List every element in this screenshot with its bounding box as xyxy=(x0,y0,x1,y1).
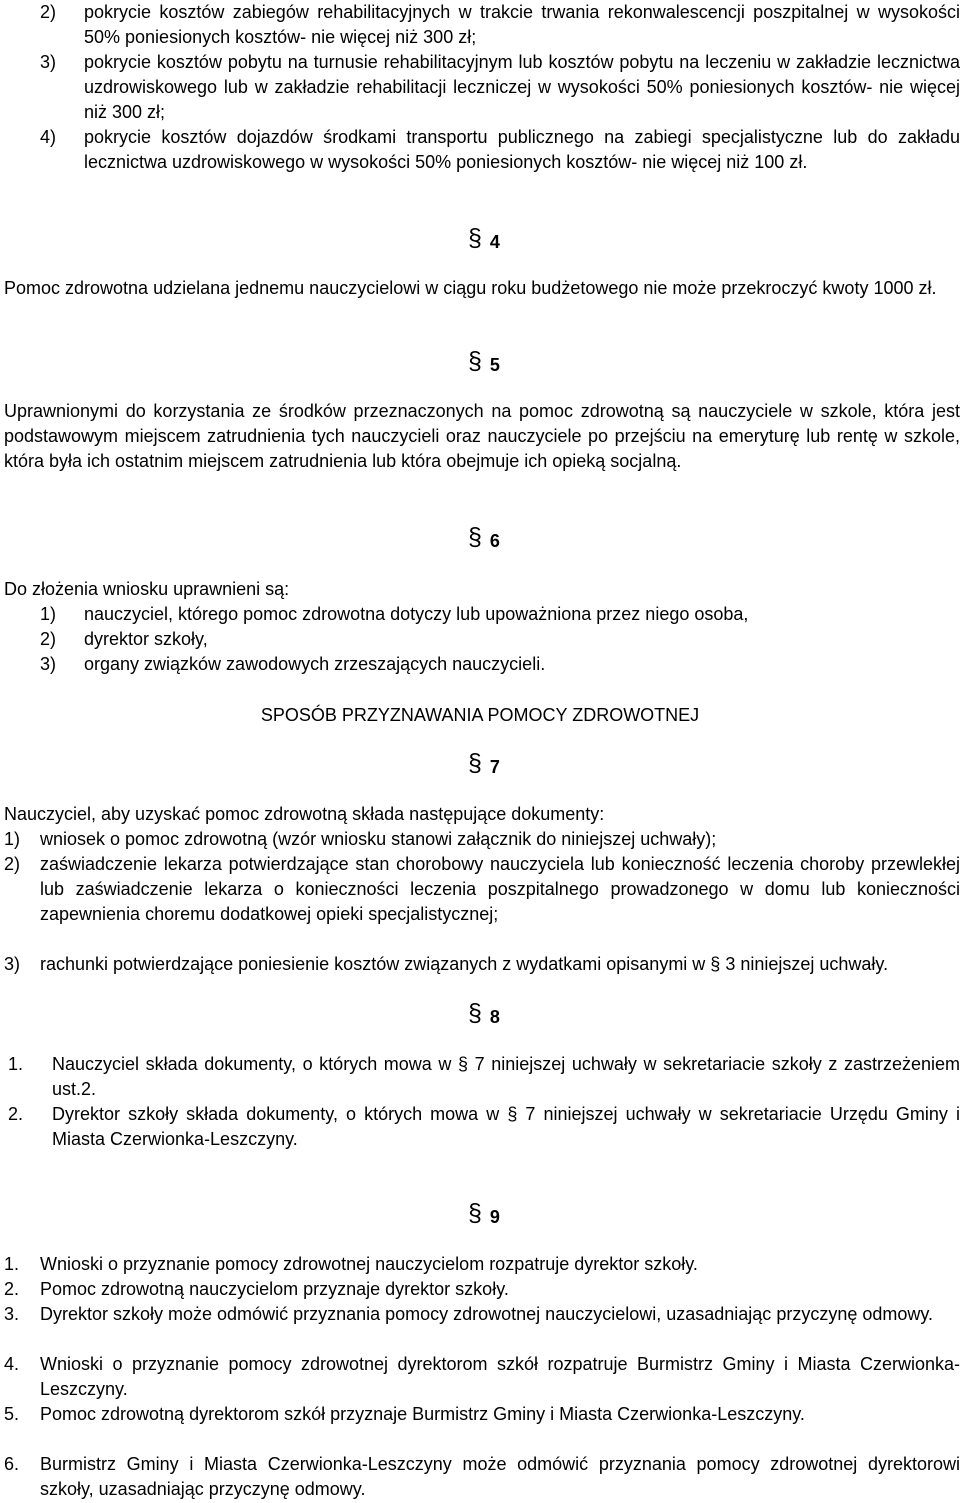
item-text: Dyrektor szkoły składa dokumenty, o których mowa w § 7 niniejszej uchwały w sekretariacie Urzędu Gminy i Miasta Czerwionka-Leszczyny. xyxy=(52,1104,960,1149)
section-heading-7 xyxy=(468,751,500,780)
item-number: 1) xyxy=(4,829,21,849)
list-item xyxy=(4,1252,960,1277)
list-item xyxy=(8,1052,960,1102)
list-item xyxy=(4,1277,960,1302)
section-heading-4 xyxy=(468,226,500,255)
list-item xyxy=(40,627,960,652)
section-number: 7 xyxy=(489,757,500,777)
item-number: 6. xyxy=(4,1454,20,1474)
section-number: 6 xyxy=(489,531,500,551)
section-symbol: § xyxy=(468,999,482,1027)
section-symbol: § xyxy=(468,523,482,551)
item-text: Dyrektor szkoły może odmówić przyznania pomocy zdrowotnej nauczycielowi, uzasadniając przyczynę odmowy. xyxy=(40,1304,934,1324)
list-item xyxy=(4,1352,960,1402)
item-number: 2) xyxy=(40,629,57,649)
item-number: 4. xyxy=(4,1354,20,1374)
item-text: Burmistrz Gminy i Miasta Czerwionka-Leszczyny może odmówić przyznania pomocy zdrowotnej dyrektorowi szkoły, uzasadniając przyczynę odmowy. xyxy=(40,1454,960,1499)
section-heading-6 xyxy=(468,525,500,554)
item-text: nauczyciel, którego pomoc zdrowotna dotyczy lub upoważniona przez niego osoba, xyxy=(84,604,749,624)
section-symbol: § xyxy=(468,1199,482,1227)
item-number: 3) xyxy=(40,52,57,72)
item-text: Pomoc zdrowotną dyrektorom szkół przyznaje Burmistrz Gminy i Miasta Czerwionka-Leszczyny. xyxy=(40,1404,805,1424)
item-text: pokrycie kosztów pobytu na turnusie rehabilitacyjnym lub kosztów pobytu na leczeniu w zakładzie lecznictwa uzdrowiskowego lub w zakładzie rehabilitacji leczniczej w wysokości 50% poniesionych kosztów- nie więcej niż 300 zł; xyxy=(84,52,960,122)
section-7-intro: Nauczyciel, aby uzyskać pomoc zdrowotną składa następujące dokumenty: xyxy=(4,804,605,824)
item-number: 2) xyxy=(4,854,21,874)
section-5-text: Uprawnionymi do korzystania ze środków przeznaczonych na pomoc zdrowotną są nauczyciele w szkole, która jest podstawowym miejscem zatrudnienia tych nauczycieli oraz nauczyciele po przejściu na emeryturę lub rentę w szkole, która była ich ostatnim miejscem zatrudnienia lub która obejmuje ich opieką socjalną. xyxy=(4,401,960,471)
section-4-text: Pomoc zdrowotna udzielana jednemu nauczycielowi w ciągu roku budżetowego nie może przekroczyć kwoty 1000 zł. xyxy=(4,278,937,298)
list-item xyxy=(4,1402,960,1427)
item-number: 3) xyxy=(4,954,21,974)
item-number: 3. xyxy=(4,1304,20,1324)
section-symbol: § xyxy=(468,347,482,375)
list-item xyxy=(40,602,960,627)
item-text: zaświadczenie lekarza potwierdzające stan chorobowy nauczyciela lub konieczność leczenia choroby przewlekłej lub zaświadczenie lekarza o konieczności leczenia poszpitalnego prowadzonego w domu lub konieczności zapewnienia choremu dodatkowej opieki specjalistycznej; xyxy=(40,854,960,924)
section-symbol: § xyxy=(468,224,482,252)
list-item xyxy=(40,50,960,125)
item-text: pokrycie kosztów dojazdów środkami transportu publicznego na zabiegi specjalistyczne lub do zakładu lecznictwa uzdrowiskowego w wysokości 50% poniesionych kosztów- nie więcej niż 100 zł. xyxy=(84,127,960,172)
list-item xyxy=(4,1302,960,1327)
list-item xyxy=(4,1452,960,1502)
chapter-heading xyxy=(0,703,960,728)
list-item xyxy=(40,0,960,50)
item-number: 2. xyxy=(8,1104,24,1124)
section-number: 8 xyxy=(489,1007,500,1027)
item-number: 3) xyxy=(40,654,57,674)
list-item xyxy=(4,852,960,927)
item-text: Wnioski o przyznanie pomocy zdrowotnej dyrektorom szkół rozpatruje Burmistrz Gminy i Miasta Czerwionka-Leszczyny. xyxy=(40,1354,960,1399)
list-item xyxy=(40,125,960,175)
chapter-heading-text: SPOSÓB PRZYZNAWANIA POMOCY ZDROWOTNEJ xyxy=(260,705,700,725)
section-heading-9 xyxy=(468,1201,500,1230)
item-number: 1. xyxy=(4,1254,20,1274)
section-number: 4 xyxy=(489,232,500,252)
item-text: organy związków zawodowych zrzeszających nauczycieli. xyxy=(84,654,546,674)
list-item xyxy=(40,652,960,677)
item-number: 1. xyxy=(8,1054,24,1074)
item-number: 2) xyxy=(40,2,57,22)
item-text: rachunki potwierdzające poniesienie kosztów związanych z wydatkami opisanymi w § 3 niniejszej uchwały. xyxy=(40,954,889,974)
item-text: wniosek o pomoc zdrowotną (wzór wniosku stanowi załącznik do niniejszej uchwały); xyxy=(40,829,717,849)
section-symbol: § xyxy=(468,749,482,777)
list-item xyxy=(4,827,960,852)
item-text: Pomoc zdrowotną nauczycielom przyznaje dyrektor szkoły. xyxy=(40,1279,509,1299)
item-number: 5. xyxy=(4,1404,20,1424)
section-6-intro: Do złożenia wniosku uprawnieni są: xyxy=(4,579,290,599)
list-item xyxy=(4,952,960,977)
item-text: Wnioski o przyznanie pomocy zdrowotnej nauczycielom rozpatruje dyrektor szkoły. xyxy=(40,1254,698,1274)
item-text: Nauczyciel składa dokumenty, o których mowa w § 7 niniejszej uchwały w sekretariacie szkoły z zastrzeżeniem ust.2. xyxy=(52,1054,960,1099)
list-item xyxy=(8,1102,960,1152)
item-number: 1) xyxy=(40,604,57,624)
item-number: 2. xyxy=(4,1279,20,1299)
section-heading-8 xyxy=(468,1001,500,1030)
item-number: 4) xyxy=(40,127,57,147)
section-number: 9 xyxy=(489,1207,500,1227)
item-text: dyrektor szkoły, xyxy=(84,629,208,649)
section-heading-5 xyxy=(468,349,500,378)
item-text: pokrycie kosztów zabiegów rehabilitacyjnych w trakcie trwania rekonwalescencji poszpitalnej w wysokości 50% poniesionych kosztów- nie więcej niż 300 zł; xyxy=(84,2,960,47)
section-number: 5 xyxy=(489,355,500,375)
